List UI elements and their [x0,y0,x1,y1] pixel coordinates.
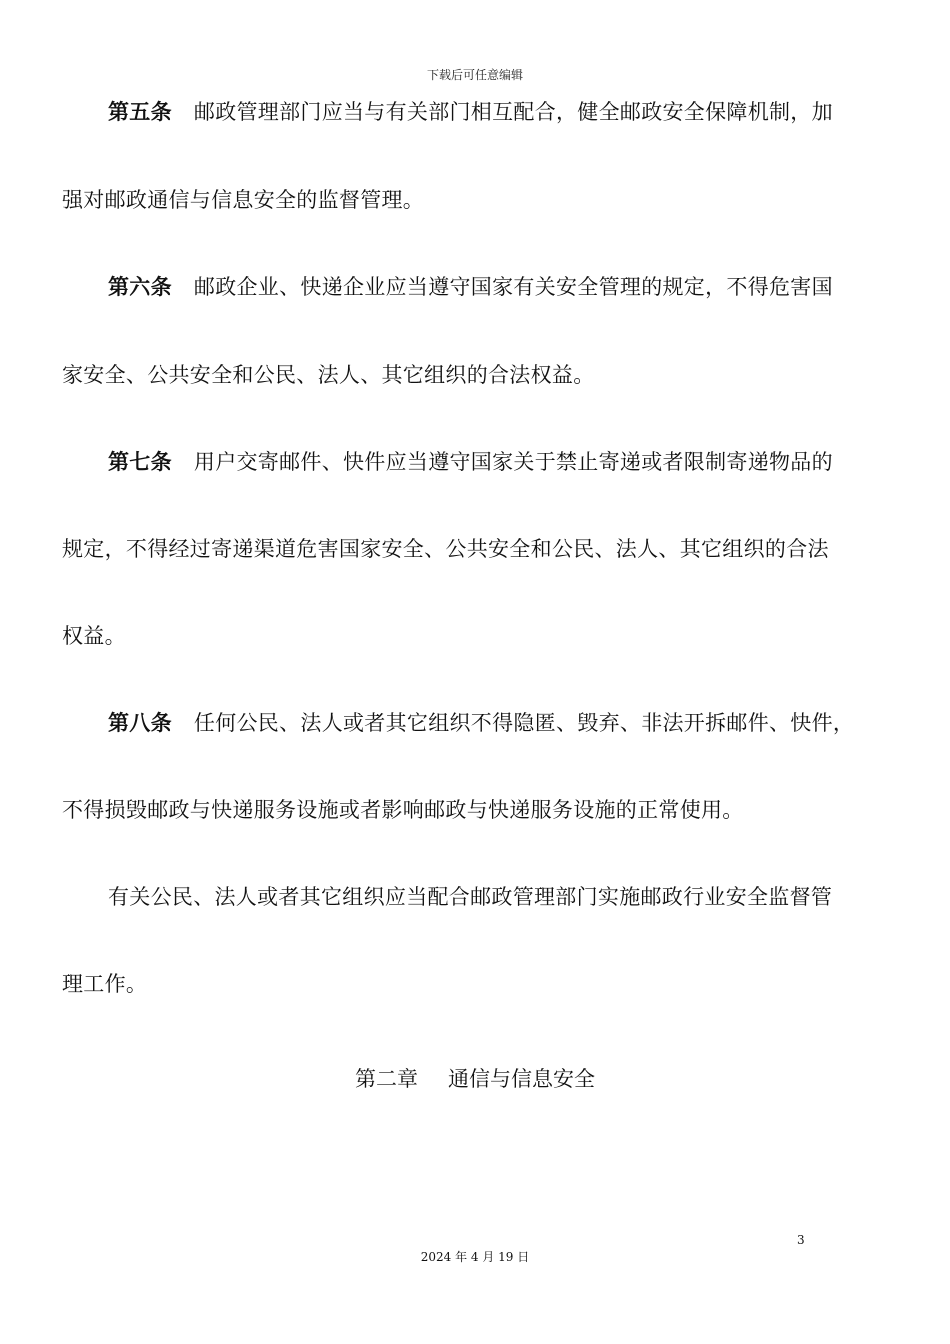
chapter-title: 通信与信息安全 [448,1067,595,1091]
article-8-text-line-2: 不得损毁邮政与快递服务设施或者影响邮政与快递服务设施的正常使用。 [62,798,744,822]
page-number: 3 [797,1233,805,1247]
article-5-first-line [108,98,908,126]
paragraph-line-1: 有关公民、法人或者其它组织应当配合邮政管理部门实施邮政行业安全监督管 [108,885,833,909]
article-7-text-line-3: 权益。 [62,624,126,648]
article-7-label: 第七条 [108,450,172,474]
article-5-text-line-2: 强对邮政通信与信息安全的监督管理。 [62,188,425,212]
article-8-label: 第八条 [108,711,172,735]
paragraph-line-2: 理工作。 [62,972,148,996]
footer-date: 2024 年 4 月 19 日 [420,1250,530,1264]
chapter-heading [0,1065,950,1093]
article-8-text-line-1: 任何公民、法人或者其它组织不得隐匿、毁弃、非法开拆邮件、快件， [193,711,855,735]
article-6-text-line-2: 家安全、公共安全和公民、法人、其它组织的合法权益。 [62,363,595,387]
chapter-number: 第二章 [355,1067,418,1091]
header-note: 下载后可任意编辑 [426,68,523,82]
article-5-text-line-1: 邮政管理部门应当与有关部门相互配合，健全邮政安全保障机制，加 [193,100,833,124]
article-7-text-line-2: 规定，不得经过寄递渠道危害国家安全、公共安全和公民、法人、其它组织的合法 [62,537,829,561]
article-7-text-line-1: 用户交寄邮件、快件应当遵守国家关于禁止寄递或者限制寄递物品的 [193,450,833,474]
article-7-first-line [108,448,908,476]
article-6-text-line-1: 邮政企业、快递企业应当遵守国家有关安全管理的规定，不得危害国 [193,275,833,299]
article-6-label: 第六条 [108,275,172,299]
article-5-label: 第五条 [108,100,172,124]
article-8-first-line [108,709,908,737]
article-6-first-line [108,273,908,301]
